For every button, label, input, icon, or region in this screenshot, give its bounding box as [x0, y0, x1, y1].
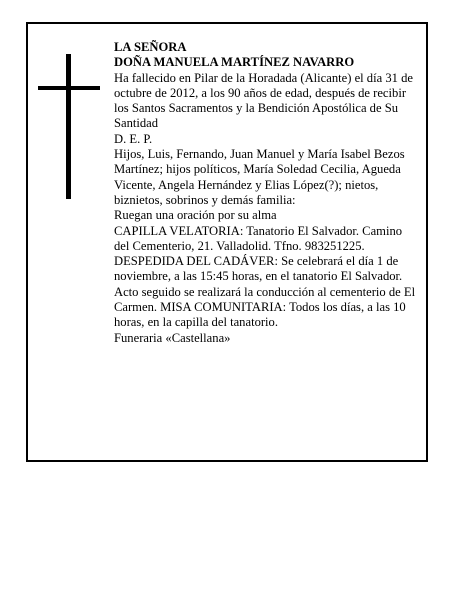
rip-text: D. E. P. — [114, 131, 153, 146]
notice-text — [114, 40, 420, 346]
funeral-home: Funeraria «Castellana» — [114, 330, 231, 345]
obituary-notice — [26, 22, 428, 462]
latin-cross-icon — [38, 54, 100, 199]
family-list: Hijos, Luis, Fernando, Juan Manuel y María Isabel Bezos Martínez; hijos políticos, María Soledad Cecilia, Agueda Vicente, Angela Hernández y Elias López(?); nietos, biznietos, sobrinos y demás familia: — [114, 147, 405, 207]
cross-horizontal-bar — [38, 86, 100, 90]
prayer-request: Ruegan una oración por su alma — [114, 208, 277, 223]
deceased-name: DOÑA MANUELA MARTÍNEZ NAVARRO — [114, 55, 355, 70]
cross-vertical-bar — [66, 54, 71, 199]
notice-title: LA SEÑORA — [114, 40, 187, 54]
farewell-info: DESPEDIDA DEL CADÁVER: Se celebrará el día 1 de noviembre, a las 15:45 horas, en el tanatorio El Salvador. Acto seguido se realizará la conducción al cementerio de El Carmen. MISA COMUNITARIA: Todos los días, a las 10 horas, en la capilla del tanatorio. — [114, 254, 416, 330]
chapel-info: CAPILLA VELATORIA: Tanatorio El Salvador. Camino del Cementerio, 21. Valladolid. Tfno. 983251225. — [114, 223, 403, 253]
death-announcement: Ha fallecido en Pilar de la Horadada (Alicante) el día 31 de octubre de 2012, a los 90 años de edad, después de recibir los Santos Sacramentos y la Bendición Apostólica de Su Santidad — [114, 70, 413, 131]
